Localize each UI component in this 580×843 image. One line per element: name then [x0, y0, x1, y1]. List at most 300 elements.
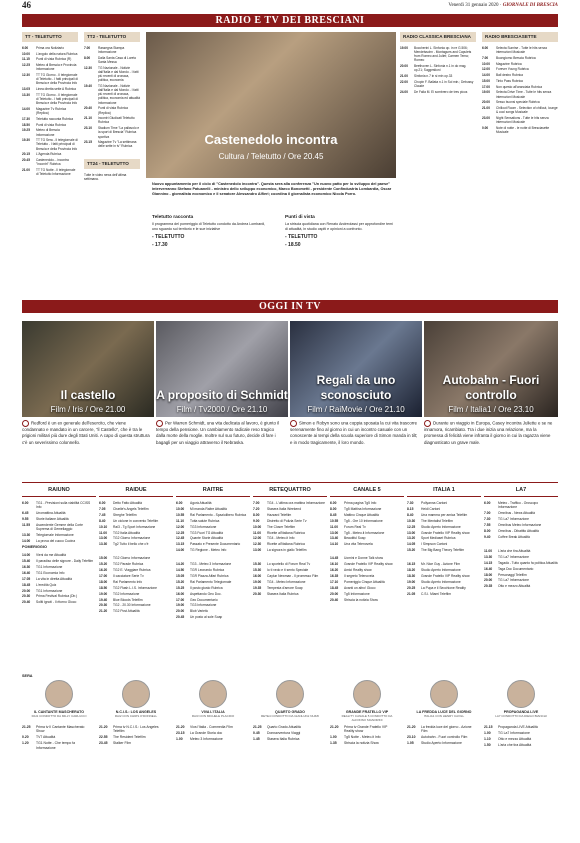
- program-time: 14.00: [22, 539, 31, 544]
- program-row: [482, 56, 558, 60]
- program-time: 22.00: [400, 79, 408, 84]
- person-avatar: [276, 680, 304, 708]
- program-row: [407, 562, 481, 566]
- program-title: Io ti vedo e ti sento Speciale: [267, 568, 309, 573]
- sera-label: SERA: [22, 674, 33, 678]
- program-row: [84, 46, 140, 54]
- program-time: 20.00: [484, 578, 493, 583]
- channel-column: [176, 487, 250, 621]
- program-row: [407, 542, 481, 546]
- movie-description-text: Per Warren Schmidt, una vita dedicata al lavoro, è giunto il tempo della pensione. Un cambiamento radicale reso tragico dalla morte della moglie. Inoltre sul suo futuro, decide di fare i bagagli per un viaggio attraverso il Nebraska.: [156, 420, 280, 445]
- program-title: Hazzard Telefilm: [267, 512, 292, 517]
- highlight-program-list: [407, 725, 473, 747]
- program-time: 23.15: [176, 731, 185, 736]
- program-row: [22, 138, 78, 150]
- program-row: [484, 517, 558, 521]
- program-row: [330, 536, 404, 540]
- highlight-program-list: [253, 725, 319, 743]
- program-time: 10.00: [176, 507, 185, 512]
- program-title: Studio Aperto Informazione: [421, 579, 461, 584]
- program-title: TG1 Informazione: [36, 588, 63, 593]
- program-title: TGR Piazza Affari Rubrica: [190, 574, 229, 579]
- program-row: [176, 574, 250, 578]
- program-title: L'aria che tira Attualità: [498, 549, 531, 553]
- program-row: [330, 556, 404, 560]
- program-time: 12.30: [84, 65, 92, 70]
- program-time: 13.05: [22, 87, 30, 92]
- program-title: Rai Parlamento - Spaziolibero Rubrica: [190, 512, 247, 517]
- program-time: 20.45: [22, 158, 30, 163]
- program-row: [22, 583, 96, 587]
- rcb-list: [400, 46, 476, 94]
- afternoon-label: [407, 554, 481, 559]
- program-title: Tg5 Informazione: [344, 591, 370, 596]
- program-time: 14.10: [330, 542, 339, 547]
- program-row: [330, 741, 396, 745]
- program-row: [22, 152, 78, 156]
- program-row: [253, 513, 327, 517]
- program-title: Storie italiane Attualità: [36, 517, 69, 522]
- program-title: Omnibus - Dibattito Attualità: [498, 528, 539, 533]
- program-title: Ball destro Rubrica: [496, 73, 523, 78]
- program-row: [407, 586, 481, 590]
- program-title: TG La7 Informazione: [498, 517, 529, 522]
- program-row: [253, 725, 319, 729]
- program-row: [99, 513, 173, 517]
- program-title: Una vita Telenovela: [344, 542, 373, 547]
- program-row: [400, 74, 476, 78]
- page-header: [0, 0, 580, 12]
- program-time: 7.00: [253, 501, 260, 506]
- afternoon-label: [484, 541, 558, 546]
- program-time: 15.20: [99, 562, 108, 567]
- program-row: [22, 571, 96, 575]
- program-title: Heidi Cartoni: [421, 507, 441, 512]
- program-time: 17.10: [330, 579, 339, 584]
- program-title: TG3 Informazione: [190, 603, 217, 608]
- program-row: [253, 580, 327, 584]
- program-title: TG2 - 20.30 Informazione: [113, 603, 151, 608]
- program-row: [176, 731, 242, 735]
- program-title: Selecta Drive Time - Tutte le hits senza interruzioni Musicale: [496, 90, 552, 99]
- program-time: 23.45: [99, 741, 108, 746]
- program-row: [400, 80, 476, 88]
- program-title: Selecta Sunrise - Tutte le hits senza interruzioni Musicale: [496, 45, 547, 55]
- channel-column: [330, 487, 404, 603]
- person-avatar: [122, 680, 150, 708]
- program-row: [330, 501, 404, 505]
- program-row: [99, 580, 173, 584]
- program-time: 14.20: [176, 562, 185, 567]
- movie-subtitle: Film / Tv2000 / Ore 21.10: [176, 404, 268, 414]
- program-title: Chopin F. Ballata n.1 in Sol min.; Debussy Claude: [414, 79, 474, 88]
- program-title: Caylun Newman - Il promesso Film: [267, 574, 319, 579]
- program-row: [22, 539, 96, 543]
- program-time: 16.00: [176, 591, 185, 596]
- program-title: Donnavventura Viaggi: [267, 731, 301, 736]
- program-title: Tg5 Notte - Meteo.it Info: [344, 735, 381, 740]
- program-title: TT TG Notte - Il telegiornale di Teletutto Informazione: [36, 168, 76, 177]
- highlight-subtitle: RAI3 CON MICHELE PLACIDO: [191, 714, 235, 718]
- program-time: 1.00: [176, 737, 183, 742]
- program-title: Striscia la notizia Show: [344, 741, 379, 746]
- program-title: TG2 Giorno Informazione: [113, 556, 151, 561]
- program-row: [22, 57, 78, 61]
- program-title: TG2 Informazione: [113, 591, 140, 596]
- program-row: [330, 513, 404, 517]
- program-row: [176, 531, 250, 535]
- issue-date: Venerdì 31 gennaio 2020 · GIORNALE DI BRESCIA: [448, 2, 558, 8]
- program-time: 15.20: [176, 579, 185, 584]
- program-row: [99, 536, 173, 540]
- program-row: [84, 84, 140, 105]
- box-teletutto-racconta: [152, 215, 267, 249]
- program-title: Tempesta d'amore Soap: [267, 585, 303, 590]
- program-time: 12.00: [176, 524, 185, 529]
- program-row: [99, 519, 173, 523]
- program-time: 12.30: [22, 73, 30, 78]
- program-time: 10.55: [330, 518, 339, 523]
- program-row: [484, 737, 550, 741]
- program-time: 18.45: [22, 582, 31, 587]
- program-time: 9.55: [22, 517, 29, 522]
- program-row: [330, 525, 404, 529]
- program-row: [482, 100, 558, 104]
- program-time: 16.35: [330, 574, 339, 579]
- program-time: 15.00: [482, 78, 490, 83]
- program-time: 19.30: [22, 138, 30, 143]
- box1-channel: - TELETUTTO: [152, 233, 185, 240]
- highlight-title: GRANDE FRATELLO VIP: [345, 710, 389, 714]
- program-title: Passato e Presente Documentario: [190, 542, 241, 547]
- program-time: 8.40: [407, 512, 414, 517]
- program-time: 20.30: [99, 603, 108, 608]
- program-title: L'aria che tira Attualità: [498, 743, 532, 748]
- program-time: 1.50: [484, 743, 491, 748]
- program-time: 8.40: [99, 518, 106, 523]
- program-row: [99, 525, 173, 529]
- program-title: Meteo di Brescia e Provincia Informazione: [36, 63, 77, 72]
- program-time: 20.00: [482, 100, 490, 105]
- movie-card: [22, 321, 154, 417]
- program-title: Tagadà - Tutto quanto fa politica Attualità: [498, 560, 558, 565]
- program-time: 17.30: [22, 116, 30, 121]
- program-row: [482, 106, 558, 114]
- program-title: Propaganda LIVE Attualità: [498, 725, 538, 729]
- program-time: 11.00: [484, 549, 493, 553]
- program-title: Prima tv N.C.I.S.: Los Angeles Telefilm: [113, 725, 159, 734]
- program-title: Night Sensations - Tutte le hits senza interruzioni Musicale: [496, 115, 549, 125]
- program-title: Beethoven L. Sinfonia n.1 in do mag. op.21; Suggestioni: [414, 64, 467, 73]
- program-time: 6.00: [330, 501, 337, 506]
- program-title: Quante Storie Attualità: [190, 536, 223, 541]
- program-time: 20.45: [176, 615, 185, 620]
- program-time: 21.20: [99, 725, 108, 729]
- program-row: [176, 737, 242, 741]
- highlight-photo: [491, 680, 551, 720]
- program-title: Stasera Italia Weekend: [267, 507, 302, 512]
- program-title: Tinto Pass Rubrica: [496, 78, 523, 83]
- program-title: TG Nazionale - Notizie dall'Italia e dal Mondo - I fatti più recenti di cronaca, politica, economia ed attualità Informazione: [98, 84, 140, 105]
- program-row: [253, 531, 327, 535]
- channel-name: RAIUNO: [22, 487, 96, 497]
- program-title: TG2 E. Viaggiare Rubrica: [113, 568, 151, 573]
- program-title: TT TG Sera - Il telegiornale di Teletutto - I fatti principali di Brescia e della Provincia Info: [36, 138, 78, 151]
- program-row: [22, 600, 96, 604]
- program-time: 15.30: [253, 568, 262, 573]
- program-row: [22, 511, 96, 515]
- arrow-icon: [156, 420, 163, 427]
- program-title: Stadium Time "La pallavolo e la sport di Brescia" Rubrica sportiva: [98, 126, 140, 139]
- afternoon-label: POMERIGGIO: [22, 545, 47, 550]
- program-row: [484, 561, 558, 565]
- program-title: Striscia la notizia Show: [344, 597, 378, 602]
- program-time: 12.25: [407, 524, 416, 529]
- program-row: [482, 79, 558, 83]
- program-title: La signora in giallo Telefilm: [267, 548, 307, 553]
- tt24-header: TT24 - TELETUTTO: [84, 159, 140, 169]
- highlight-subtitle: RAI1 CONDOTTO DA MILLY CARLUCCI: [31, 714, 87, 718]
- program-row: [484, 535, 558, 539]
- program-title: TG1 Informazione: [36, 565, 63, 570]
- program-row: [482, 46, 558, 54]
- section-radio-tv-title: RADIO E TV DEI BRESCIANI: [22, 14, 558, 27]
- program-row: [22, 73, 78, 85]
- highlight-subtitle: ITALIA1 CON HENRY CAVILL: [423, 714, 465, 718]
- person-avatar: [199, 680, 227, 708]
- program-title: Stalker Film: [113, 741, 131, 746]
- program-time: 14.50: [176, 568, 185, 573]
- program-time: 7.30: [407, 501, 414, 506]
- program-time: 14.00: [22, 553, 31, 558]
- program-row: [176, 548, 250, 552]
- program-time: 13.30: [22, 533, 31, 538]
- highlight-program-list: [99, 725, 165, 747]
- program-time: 15.40: [22, 559, 31, 564]
- program-time: 8.00: [484, 528, 491, 533]
- program-time: 8.15: [407, 507, 414, 512]
- program-row: [484, 523, 558, 527]
- program-title: Studio Aperto Informazione: [421, 524, 461, 529]
- program-row: [176, 507, 250, 511]
- program-time: 1.00: [484, 731, 491, 736]
- program-title: C.S.I. Miami Telefilm: [421, 591, 451, 596]
- program-row: [407, 741, 473, 745]
- program-title: Omnibus - News Attualità: [498, 511, 536, 516]
- program-row: [400, 90, 476, 94]
- program-time: 19.00: [253, 579, 262, 584]
- program-title: I Simpson Cartoni: [421, 542, 448, 547]
- channel-column: [484, 487, 558, 590]
- program-title: Vieni da me Attualità: [36, 553, 66, 558]
- program-row: [253, 574, 327, 578]
- feature-photo: [146, 32, 396, 178]
- program-row: [22, 741, 88, 750]
- program-time: 13.20: [407, 536, 416, 541]
- program-title: Ascendente Gemme della Corte Suprema di Gemellaggio: [36, 523, 83, 532]
- program-time: 10.10: [99, 524, 108, 529]
- program-row: [482, 62, 558, 66]
- program-row: [22, 63, 78, 71]
- program-time: 12.00: [482, 67, 490, 72]
- program-row: [22, 565, 96, 569]
- program-time: 12.30: [253, 542, 262, 547]
- program-title: Otto e mezzo Attualità: [498, 737, 532, 742]
- program-time: 20.40: [330, 597, 339, 602]
- afternoon-label: [253, 554, 327, 559]
- program-title: Agorà Attualità: [190, 501, 212, 506]
- program-title: Mattino Cinque Attualità: [344, 512, 379, 517]
- program-title: TG Nazionale - Notizie dall'Italia e dal Mondo - I fatti più recenti di cronaca, politica, economia: [98, 65, 139, 83]
- channel-column: [253, 487, 327, 598]
- program-title: Tg5 Mattina Informazione: [344, 507, 382, 512]
- program-row: [253, 542, 327, 546]
- program-row: [330, 507, 404, 511]
- program-row: [407, 501, 481, 505]
- program-time: 14.15: [484, 560, 493, 565]
- program-row: [176, 615, 250, 619]
- rbs-header: RADIO BRESCIASETTE: [482, 32, 558, 42]
- movie-subtitle: Film / RaiMovie / Ore 21.10: [307, 404, 405, 414]
- program-title: Telegiornale Informazione: [36, 533, 74, 538]
- channel-column: [99, 487, 173, 615]
- program-title: Autobahn - Fuori controllo Film: [421, 735, 468, 740]
- person-avatar: [430, 680, 458, 708]
- program-row: [482, 67, 558, 71]
- program-time: 19.40: [99, 597, 108, 602]
- movie-title: Regali da uno sconosciuto: [316, 372, 396, 403]
- program-time: 1.05: [407, 741, 414, 746]
- program-time: 21.05: [407, 591, 416, 596]
- program-row: [22, 553, 96, 557]
- program-time: 20.00: [22, 588, 31, 593]
- program-title: Distretto di Polizia Serie Tv: [267, 518, 307, 523]
- movie-description: [290, 420, 418, 446]
- program-title: Tutta salute Rubrica: [190, 518, 220, 523]
- program-row: [99, 562, 173, 566]
- arrow-icon: [22, 420, 29, 427]
- program-row: [407, 519, 481, 523]
- program-time: 16.20: [99, 568, 108, 573]
- program-time: 7.30: [484, 517, 491, 522]
- program-row: [253, 737, 319, 741]
- program-title: Meteo di Brescia Informazione: [36, 128, 60, 137]
- program-time: 12.45: [176, 536, 185, 541]
- program-row: [176, 609, 250, 613]
- program-time: 20.40: [22, 600, 31, 605]
- program-time: 8.00: [84, 55, 91, 60]
- program-title: Magazine Tv Rubrica (Replica): [36, 107, 67, 116]
- program-time: 22.55: [99, 735, 108, 740]
- program-title: Studio Aperto Informazione: [421, 741, 462, 746]
- program-row: [253, 592, 327, 596]
- box2-time: - 18.50: [285, 242, 301, 249]
- program-time: 0.00: [482, 125, 489, 130]
- program-row: [407, 513, 481, 517]
- program-title: Punti di vista Rubrica (Replica): [98, 106, 128, 115]
- program-title: Ricette all'italiana Rubrica: [267, 530, 305, 535]
- program-time: 15.20: [407, 548, 416, 553]
- program-time: 20.00: [176, 609, 185, 614]
- program-title: Castenedolo... incontra "Incontri" Rubrica: [36, 158, 69, 167]
- program-row: [22, 123, 78, 127]
- program-time: 11.00: [253, 530, 262, 535]
- program-time: 9.00: [253, 518, 260, 523]
- person-avatar: [507, 680, 535, 708]
- program-time: 11.00: [99, 530, 108, 535]
- program-row: [22, 577, 96, 581]
- program-title: Boccherini L. Sinfonia op. in re G.506; Mendelssohn - Montagues and Capulets from Romeo and Juliet; Carmen Tema; Romeo: [414, 45, 472, 63]
- movie-card: [156, 321, 288, 417]
- program-time: 16.00: [253, 574, 262, 579]
- program-time: 13.30: [22, 92, 30, 97]
- program-time: 8.00: [330, 507, 337, 512]
- program-row: [99, 574, 173, 578]
- program-time: 20.25: [407, 585, 416, 590]
- program-title: Rai3 - Tg Sport Informazione: [113, 524, 156, 529]
- program-row: [330, 568, 404, 572]
- program-title: Geo Documentario: [190, 597, 218, 602]
- program-row: [99, 609, 173, 613]
- program-time: 1.45: [253, 737, 260, 742]
- person-avatar: [45, 680, 73, 708]
- program-row: [22, 523, 96, 532]
- program-time: 15.00: [99, 556, 108, 561]
- program-time: 21.00: [400, 74, 408, 79]
- program-row: [99, 507, 173, 511]
- program-title: Incontri Giudicati Teletutto Rubrica: [98, 116, 135, 125]
- program-title: TT TG Giorno - Il telegiornale di Teletutto - I fatti principali di Brescia e della Provincia Info: [36, 92, 78, 106]
- program-title: TG4 - Meteo Informazione: [267, 579, 306, 584]
- program-time: 17.00: [99, 574, 108, 579]
- program-title: TG La7 Informazione: [498, 554, 529, 559]
- program-time: 13.00: [330, 530, 339, 535]
- program-title: Mi manda Raitre Attualità: [190, 507, 227, 512]
- program-row: [22, 517, 96, 521]
- program-time: 19.00: [482, 90, 490, 95]
- program-row: [176, 598, 250, 602]
- program-title: The Big Bang Theory Telefilm: [421, 548, 465, 553]
- program-time: 14.00: [482, 73, 490, 78]
- program-title: Studio Aperto Informazione: [421, 568, 461, 573]
- program-title: La vita in diretta Attualità: [36, 576, 72, 581]
- program-row: [407, 580, 481, 584]
- program-time: 10.00: [22, 51, 30, 56]
- program-title: Streghe Telefilm: [113, 512, 137, 517]
- feature-description: Nuovo appuntamento per il ciclo di "Castenedolo incontra". Questa sera alla conferenza "Un nuovo patto per lo sviluppo del paese" interverranno Stefano Patuanelli - ministro dello sviluppo economico, Marco Bonometti - presidente Confindustria Lombardia, Oscar Giannino - giornalista economico e il senatore Alessandro Alfieri; coordina il giornalista economico Nicola Porro.: [152, 182, 392, 196]
- rbs-column: [482, 32, 558, 136]
- program-row: [176, 536, 250, 540]
- program-title: Forum Real Tv: [344, 524, 366, 529]
- program-time: 6.00: [484, 501, 491, 506]
- program-row: [84, 140, 140, 148]
- program-time: 6.00: [22, 501, 29, 506]
- program-time: 20.00: [330, 591, 339, 596]
- program-title: Un posto al sole Soap: [190, 615, 223, 620]
- program-time: 7.45: [99, 512, 106, 517]
- program-time: 24.00: [400, 89, 408, 94]
- program-time: 0.20: [22, 735, 29, 740]
- program-title: L'eredità Quiz: [36, 582, 57, 587]
- program-title: Non questo all'aranciata Rubrica: [496, 84, 542, 89]
- program-row: [407, 574, 481, 578]
- section-oggi-tv-title: OGGI IN TV: [22, 300, 558, 313]
- program-time: 21.20: [330, 725, 339, 729]
- program-time: 14.45: [330, 556, 339, 561]
- highlight-title: IL CANTANTE MASCHERATO: [33, 710, 85, 714]
- program-time: 13.15: [176, 542, 185, 547]
- program-title: TG2 Post Attualità: [113, 609, 140, 614]
